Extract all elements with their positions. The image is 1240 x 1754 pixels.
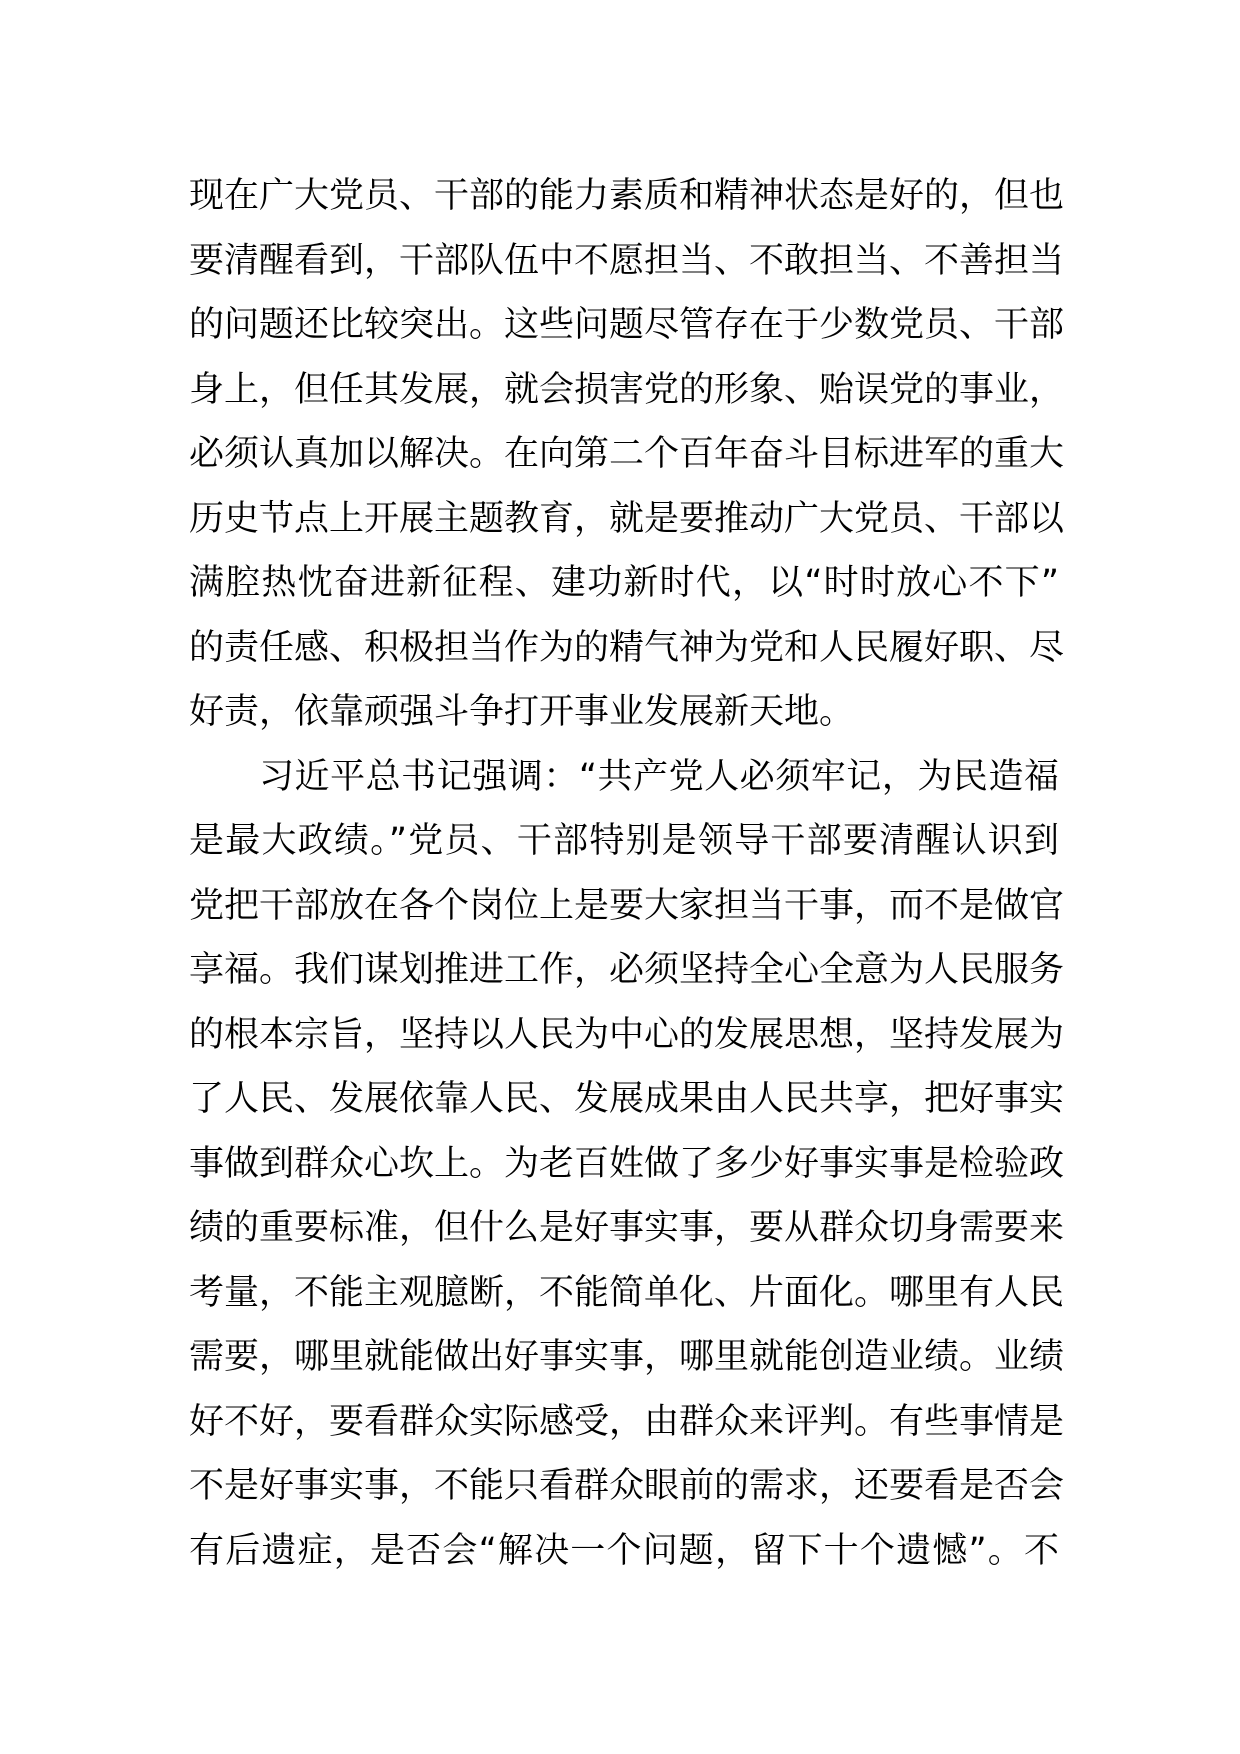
text-line: 绩的重要标准，但什么是好事实事，要从群众切身需要来 bbox=[189, 1208, 1065, 1248]
text-line: 身上，但任其发展，就会损害党的形象、贻误党的事业， bbox=[189, 369, 1065, 410]
text-line: 事做到群众心坎上。为老百姓做了多少好事实事是检验政 bbox=[189, 1143, 1065, 1184]
text-line: 了人民、发展依靠人民、发展成果由人民共享，把好事实 bbox=[189, 1079, 1065, 1119]
text-line: 不是好事实事，不能只看群众眼前的需求，还要看是否会 bbox=[189, 1466, 1065, 1506]
body-text bbox=[189, 164, 1065, 1583]
text-line: 是最大政绩。”党员、干部特别是领导干部要清醒认识到 bbox=[189, 821, 1059, 861]
text-line: 历史节点上开展主题教育，就是要推动广大党员、干部以 bbox=[189, 498, 1065, 539]
text-line: 好不好，要看群众实际感受，由群众来评判。有些事情是 bbox=[189, 1401, 1065, 1442]
text-line: 需要，哪里就能做出好事实事，哪里就能创造业绩。业绩 bbox=[189, 1337, 1065, 1377]
text-line: 必须认真加以解决。在向第二个百年奋斗目标进军的重大 bbox=[189, 434, 1065, 474]
text-line: 习近平总书记强调：“共产党人必须牢记，为民造福 bbox=[259, 756, 1059, 797]
text-line: 的根本宗旨，坚持以人民为中心的发展思想，坚持发展为 bbox=[189, 1014, 1065, 1055]
text-line: 享福。我们谋划推进工作，必须坚持全心全意为人民服务 bbox=[189, 950, 1065, 990]
text-line: 有后遗症，是否会“解决一个问题，留下十个遗憾”。不 bbox=[189, 1530, 1059, 1571]
text-line: 要清醒看到，干部队伍中不愿担当、不敢担当、不善担当 bbox=[189, 240, 1065, 281]
text-line: 党把干部放在各个岗位上是要大家担当干事，而不是做官 bbox=[189, 885, 1065, 926]
text-line: 现在广大党员、干部的能力素质和精神状态是好的，但也 bbox=[189, 176, 1065, 216]
text-line: 好责，依靠顽强斗争打开事业发展新天地。 bbox=[189, 692, 855, 732]
text-line: 的问题还比较突出。这些问题尽管存在于少数党员、干部 bbox=[189, 305, 1065, 345]
text-line: 考量，不能主观臆断，不能简单化、片面化。哪里有人民 bbox=[189, 1272, 1065, 1313]
text-line: 的责任感、积极担当作为的精气神为党和人民履好职、尽 bbox=[189, 627, 1065, 668]
text-line: 满腔热忱奋进新征程、建功新时代，以“时时放心不下” bbox=[189, 563, 1059, 603]
